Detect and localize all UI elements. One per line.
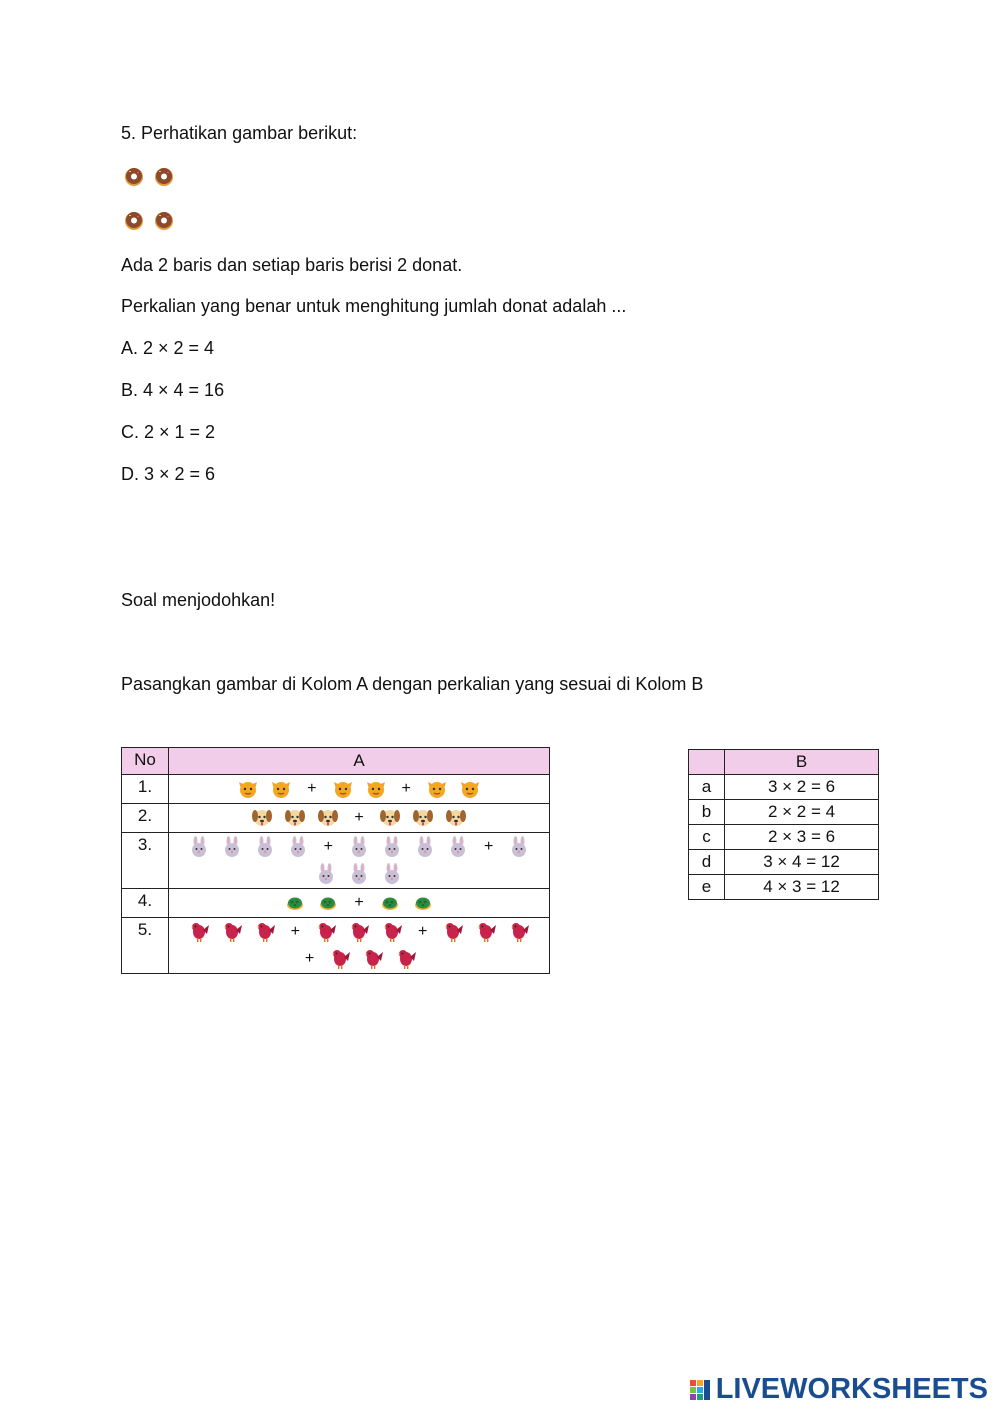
bird-icon bbox=[315, 921, 337, 943]
cat-icon bbox=[426, 778, 448, 800]
rabbit-icon bbox=[447, 836, 469, 858]
rabbit-icon bbox=[381, 863, 403, 885]
plus-sign: + bbox=[323, 838, 333, 855]
turtle-icon bbox=[412, 892, 434, 914]
option-letter: a bbox=[689, 775, 725, 800]
table-a-row bbox=[122, 889, 550, 918]
row-number: 1. bbox=[122, 775, 169, 804]
bird-icon bbox=[381, 921, 403, 943]
donut-icon bbox=[124, 167, 144, 187]
picture-group[interactable] bbox=[169, 775, 550, 804]
table-a-row bbox=[122, 833, 550, 889]
donut-icon bbox=[124, 211, 144, 231]
table-b-row bbox=[689, 875, 879, 900]
donut-row-1 bbox=[124, 167, 174, 187]
equation[interactable]: 4 × 3 = 12 bbox=[725, 875, 879, 900]
option-c[interactable]: C. 2 × 1 = 2 bbox=[121, 422, 216, 442]
row-number: 3. bbox=[122, 833, 169, 889]
bird-icon bbox=[395, 948, 417, 970]
question-description: Ada 2 baris dan setiap baris berisi 2 donat. bbox=[121, 255, 463, 275]
plus-sign: + bbox=[354, 894, 364, 911]
bird-icon bbox=[348, 921, 370, 943]
option-a[interactable]: A. 2 × 2 = 4 bbox=[121, 338, 215, 358]
equation[interactable]: 2 × 2 = 4 bbox=[725, 800, 879, 825]
option-letter: e bbox=[689, 875, 725, 900]
plus-sign: + bbox=[307, 780, 317, 797]
turtle-icon bbox=[284, 892, 306, 914]
bird-icon bbox=[475, 921, 497, 943]
matching-heading: Soal menjodohkan! bbox=[121, 590, 276, 610]
row-number: 4. bbox=[122, 889, 169, 918]
row-number: 2. bbox=[122, 804, 169, 833]
logo-mark-icon bbox=[690, 1378, 712, 1402]
option-letter: b bbox=[689, 800, 725, 825]
question-title: 5. Perhatikan gambar berikut: bbox=[121, 123, 358, 143]
row-number: 5. bbox=[122, 918, 169, 974]
plus-sign: + bbox=[354, 809, 364, 826]
picture-group[interactable] bbox=[169, 918, 550, 974]
picture-group[interactable] bbox=[169, 889, 550, 918]
dog-icon bbox=[284, 807, 306, 829]
table-a-row bbox=[122, 804, 550, 833]
rabbit-icon bbox=[221, 836, 243, 858]
bird-icon bbox=[508, 921, 530, 943]
dog-icon bbox=[445, 807, 467, 829]
donut-icon bbox=[154, 167, 174, 187]
turtle-icon bbox=[379, 892, 401, 914]
dog-icon bbox=[251, 807, 273, 829]
header-b: B bbox=[725, 750, 879, 775]
table-b-row bbox=[689, 850, 879, 875]
rabbit-icon bbox=[414, 836, 436, 858]
rabbit-icon bbox=[381, 836, 403, 858]
option-letter: d bbox=[689, 850, 725, 875]
plus-sign: + bbox=[304, 950, 315, 967]
column-a-table bbox=[121, 747, 550, 974]
donut-icon bbox=[154, 211, 174, 231]
header-a: A bbox=[169, 748, 550, 775]
plus-sign: + bbox=[484, 838, 494, 855]
table-b-row bbox=[689, 825, 879, 850]
brand-name: LIVEWORKSHEETS bbox=[715, 1373, 988, 1405]
liveworksheets-logo bbox=[690, 1373, 988, 1406]
equation[interactable]: 3 × 4 = 12 bbox=[725, 850, 879, 875]
table-a-row bbox=[122, 918, 550, 974]
picture-group[interactable] bbox=[169, 833, 550, 889]
table-b-row bbox=[689, 775, 879, 800]
donut-row-2 bbox=[124, 211, 174, 231]
matching-instruction: Pasangkan gambar di Kolom A dengan perkalian yang sesuai di Kolom B bbox=[121, 674, 704, 694]
rabbit-icon bbox=[254, 836, 276, 858]
bird-icon bbox=[442, 921, 464, 943]
rabbit-icon bbox=[315, 863, 337, 885]
column-b-table bbox=[688, 749, 879, 900]
plus-sign: + bbox=[401, 780, 411, 797]
bird-icon bbox=[221, 921, 243, 943]
equation[interactable]: 2 × 3 = 6 bbox=[725, 825, 879, 850]
header-blank bbox=[689, 750, 725, 775]
option-letter: c bbox=[689, 825, 725, 850]
option-b[interactable]: B. 4 × 4 = 16 bbox=[121, 380, 225, 400]
dog-icon bbox=[412, 807, 434, 829]
cat-icon bbox=[332, 778, 354, 800]
rabbit-icon bbox=[287, 836, 309, 858]
rabbit-icon bbox=[188, 836, 210, 858]
dog-icon bbox=[379, 807, 401, 829]
turtle-icon bbox=[317, 892, 339, 914]
bird-icon bbox=[362, 948, 384, 970]
dog-icon bbox=[317, 807, 339, 829]
header-no: No bbox=[122, 748, 169, 775]
bird-icon bbox=[329, 948, 351, 970]
rabbit-icon bbox=[348, 836, 370, 858]
equation[interactable]: 3 × 2 = 6 bbox=[725, 775, 879, 800]
option-d[interactable]: D. 3 × 2 = 6 bbox=[121, 464, 216, 484]
cat-icon bbox=[459, 778, 481, 800]
bird-icon bbox=[188, 921, 210, 943]
table-b-row bbox=[689, 800, 879, 825]
picture-group[interactable] bbox=[169, 804, 550, 833]
question-prompt: Perkalian yang benar untuk menghitung jumlah donat adalah ... bbox=[121, 296, 627, 316]
plus-sign: + bbox=[290, 923, 300, 940]
bird-icon bbox=[254, 921, 276, 943]
rabbit-icon bbox=[348, 863, 370, 885]
cat-icon bbox=[270, 778, 292, 800]
table-a-row bbox=[122, 775, 550, 804]
rabbit-icon bbox=[508, 836, 530, 858]
cat-icon bbox=[237, 778, 259, 800]
plus-sign: + bbox=[418, 923, 428, 940]
cat-icon bbox=[365, 778, 387, 800]
